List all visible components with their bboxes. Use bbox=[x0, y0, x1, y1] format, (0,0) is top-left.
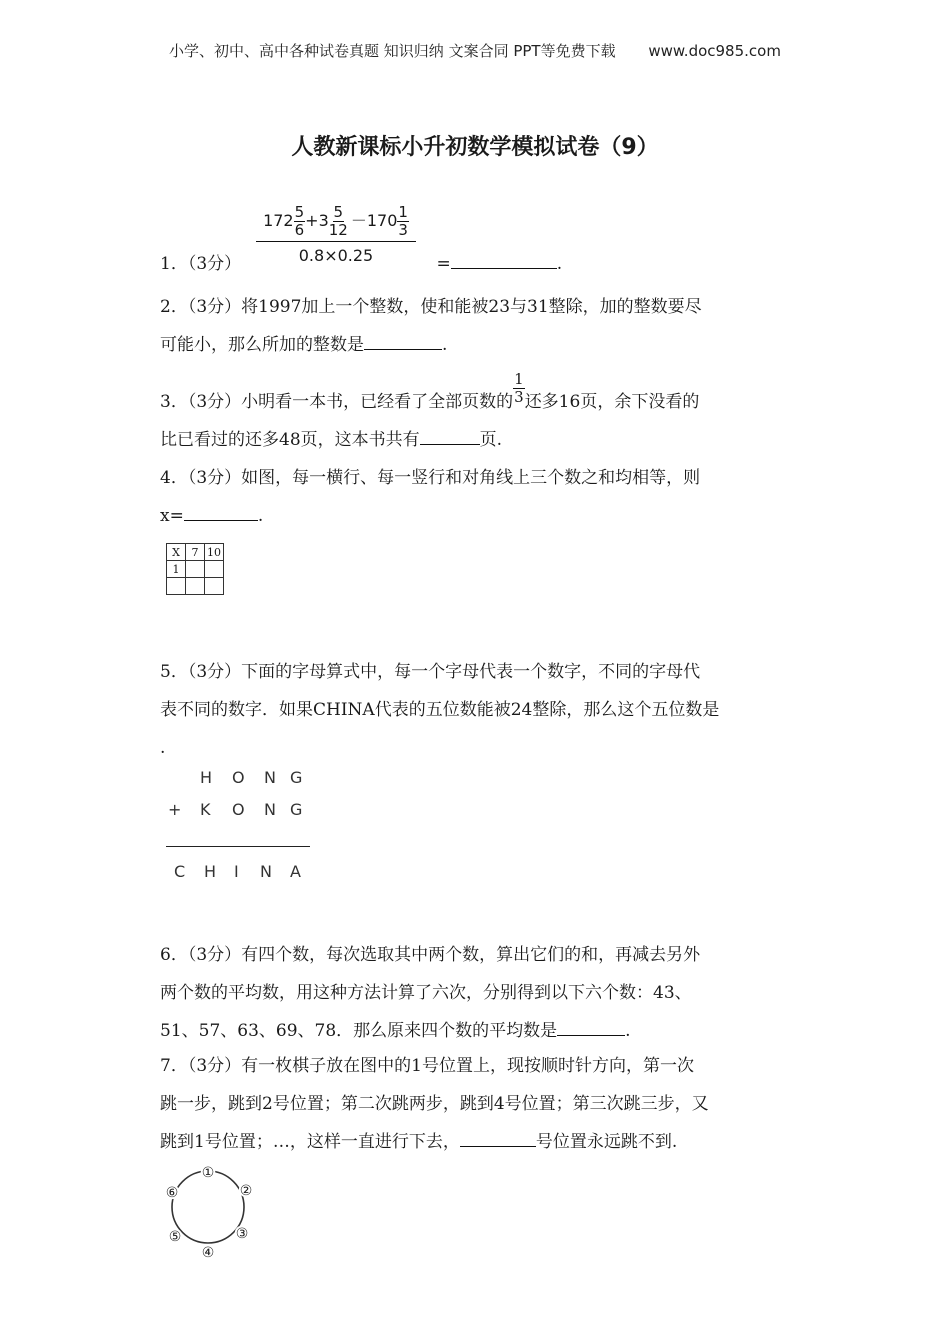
q3-answer-blank[interactable] bbox=[420, 426, 480, 445]
letter: O bbox=[232, 800, 247, 819]
position-5: ⑤ bbox=[168, 1229, 182, 1245]
position-2: ② bbox=[239, 1183, 253, 1199]
header-text: 小学、初中、高中各种试卷真题 知识归纳 文案合同 PPT等免费下载 bbox=[169, 42, 616, 60]
grid-cell bbox=[186, 561, 205, 578]
position-circle-figure bbox=[160, 1160, 260, 1260]
header-site[interactable]: www.doc985.com bbox=[648, 42, 781, 60]
magic-square-grid bbox=[166, 543, 224, 595]
letter: O bbox=[232, 768, 247, 787]
letter: H bbox=[200, 768, 215, 787]
letter: H bbox=[204, 862, 219, 881]
position-3: ③ bbox=[235, 1226, 249, 1242]
question-4: 4．（3分）如图，每一横行、每一竖行和对角线上三个数之和均相等，则 x= . bbox=[160, 468, 701, 526]
letter: N bbox=[264, 800, 278, 819]
q3-fraction: $\frac{1}{3}$ bbox=[514, 370, 524, 406]
question-7: 7．（3分）有一枚棋子放在图中的1号位置上，现按顺时针方向，第一次 跳一步，跳到2号位置；第二次跳两步，跳到4号位置；第三次跳三步，又 跳到1号位置；…，这样一直进行下去， 号位置永远跳不到. bbox=[160, 1056, 709, 1152]
position-6: ⑥ bbox=[165, 1185, 179, 1201]
grid-cell: 10 bbox=[205, 544, 224, 561]
plus-sign: + bbox=[168, 800, 184, 819]
q6-answer-blank[interactable] bbox=[557, 1017, 625, 1036]
letter: G bbox=[290, 800, 305, 819]
letter: C bbox=[174, 862, 188, 881]
grid-cell bbox=[205, 561, 224, 578]
grid-cell: X bbox=[167, 544, 186, 561]
question-5: 5．（3分）下面的字母算式中，每一个字母代表一个数字，不同的字母代 表不同的数字．如果CHINA代表的五位数能被24整除，那么这个五位数是 . bbox=[160, 662, 720, 758]
question-3: 3．（3分）小明看一本书，已经看了全部页数的 $\frac{1}{3}$ 还多16页，余下没看的 比已看过的还多48页，这本书共有 页. bbox=[160, 370, 700, 450]
grid-cell bbox=[167, 578, 186, 595]
sum-line bbox=[166, 846, 310, 847]
page-title: 人教新课标小升初数学模拟试卷（9） bbox=[291, 135, 659, 160]
letter: N bbox=[260, 862, 274, 881]
jump-circle bbox=[172, 1171, 244, 1243]
page-header bbox=[0, 40, 950, 61]
grid-cell: 7 bbox=[186, 544, 205, 561]
letter: K bbox=[200, 800, 213, 819]
q1-expression: 172 $\frac{5}{6}$ +3 $\frac{5}{12}$ －170 $\frac{1}{3}$ 0.8×0.25 bbox=[256, 204, 416, 265]
q1-answer-blank[interactable] bbox=[451, 250, 557, 269]
q7-answer-blank[interactable] bbox=[460, 1128, 536, 1147]
position-4: ④ bbox=[201, 1245, 215, 1260]
q1-denominator: 0.8×0.25 bbox=[298, 246, 374, 265]
letter: I bbox=[234, 862, 241, 881]
grid-cell bbox=[205, 578, 224, 595]
q4-answer-blank[interactable] bbox=[184, 502, 258, 521]
question-6: 6．（3分）有四个数，每次选取其中两个数，算出它们的和，再减去另外 两个数的平均数，用这种方法计算了六次，分别得到以下六个数：43、 51、57、63、69、78．那么原来四个数的平均数是 . bbox=[160, 945, 701, 1041]
position-1: ① bbox=[201, 1165, 215, 1181]
letter: A bbox=[290, 862, 303, 881]
grid-cell: 1 bbox=[167, 561, 186, 578]
grid-cell bbox=[186, 578, 205, 595]
letter: G bbox=[290, 768, 305, 787]
letter: N bbox=[264, 768, 278, 787]
q2-answer-blank[interactable] bbox=[364, 331, 442, 350]
letter-addition-figure bbox=[164, 762, 314, 886]
question-2: 2．（3分）将1997加上一个整数，使和能被23与31整除，加的整数要尽 可能小，那么所加的整数是 . bbox=[160, 297, 702, 355]
question-1: 1．（3分） = . bbox=[160, 245, 790, 283]
